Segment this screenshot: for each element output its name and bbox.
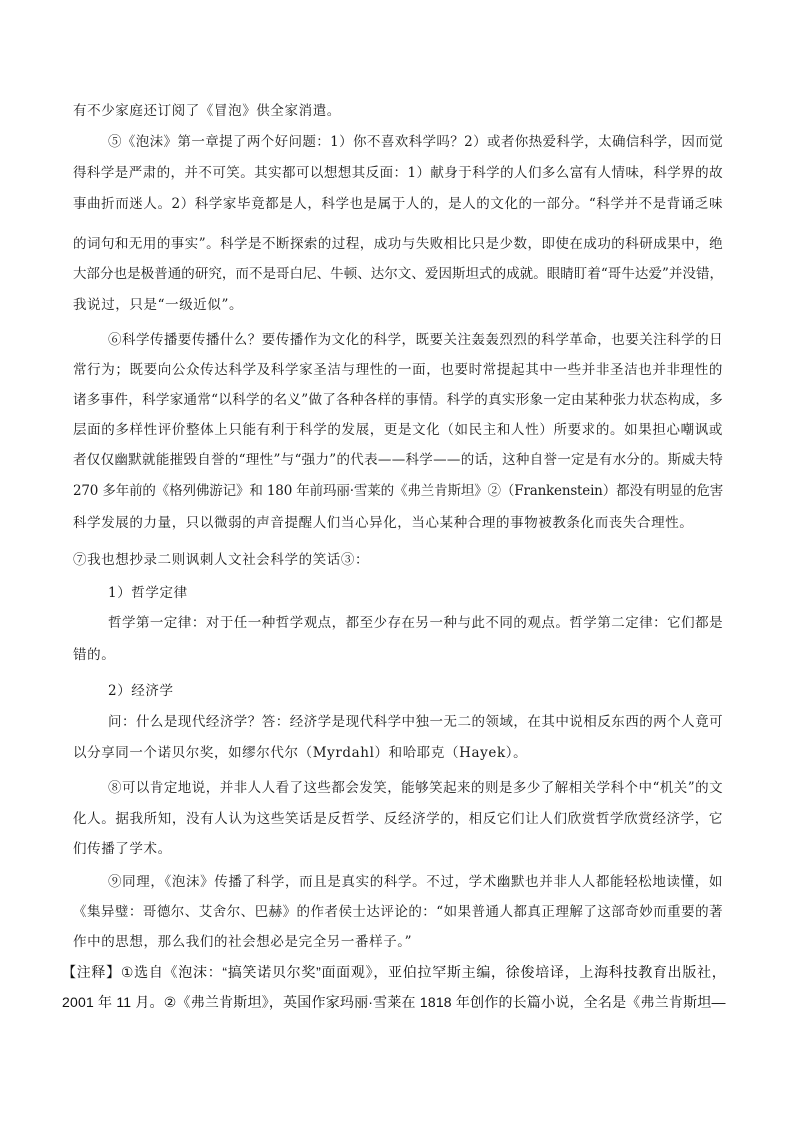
paragraph-6-line: 270 多年前的《格列佛游记》和 180 年前玛丽·雪莱的《弗兰肯斯坦》②（Frankenstein）都没有明显的危害 bbox=[73, 483, 723, 499]
paragraph-6-line: ⑦我也想抄录二则讽刺人文社会科学的笑话③： bbox=[73, 552, 370, 568]
footnote-line: 2001 年 11 月。②《弗兰肯斯坦》，英国作家玛丽·雪莱在 1818 年创作的长篇小说，全名是《弗兰肯斯坦— bbox=[62, 994, 726, 1010]
paragraph-6-line: 科学发展的力量，只以微弱的声音提醒人们当心异化，当心某种合理的事物被教条化而丧失合理性。 bbox=[73, 515, 694, 531]
paragraph-6-line: 诸多事件，科学家通常“以科学的名义”做了各种各样的事情。科学的真实形象一定由某种张力状态构成，多 bbox=[73, 392, 723, 408]
economics-line: 以分享同一个诺贝尔奖，如缪尔代尔（Myrdahl）和哈耶克（Hayek）。 bbox=[73, 745, 528, 761]
text-line: 有不少家庭还订阅了《冒泡》供全家消遣。 bbox=[73, 103, 341, 119]
paragraph-5-line: 事曲折而迷人。2）科学家毕竟都是人，科学也是属于人的，是人的文化的一部分。“科学并不是背诵乏味 bbox=[73, 196, 723, 212]
paragraph-6-line: 者仅仅幽默就能摧毁自誉的“理性”与“强力”的代表——科学——的话，这种自誉一定是有水分的。斯威夫特 bbox=[73, 452, 723, 468]
philosophy-line: 哲学第一定律：对于任一种哲学观点，都至少存在另一种与此不同的观点。哲学第二定律：它们都是 bbox=[108, 615, 723, 631]
paragraph-5-line: ⑤《泡沫》第一章提了两个好问题：1）你不喜欢科学吗？2）或者你热爱科学，太确信科学，因而觉 bbox=[108, 134, 723, 150]
footnote-line: 【注释】①选自《泡沫：“搞笑诺贝尔奖”面面观》，亚伯拉罕斯主编，徐俊培译，上海科技教育出版社， bbox=[62, 964, 726, 980]
subheading-philosophy: 1）哲学定律 bbox=[108, 585, 188, 601]
paragraph-8-line: 化人。据我所知，没有人认为这些笑话是反哲学、反经济学的，相反它们让人们欣赏哲学欣赏经济学，它 bbox=[73, 811, 723, 827]
paragraph-5-line: 我说过，只是“一级近似”。 bbox=[73, 297, 244, 313]
paragraph-9-line: 《集异璧：哥德尔、艾舍尔、巴赫》的作者侯士达评论的：“如果普通人都真正理解了这部奇妙而重要的著 bbox=[73, 904, 723, 920]
paragraph-6-line: 常行为；既要向公众传达科学及科学家圣洁与理性的一面，也要时常提起其中一些并非圣洁也并非理性的 bbox=[73, 362, 723, 378]
philosophy-line: 错的。 bbox=[73, 647, 116, 663]
paragraph-8-line: 们传播了学术。 bbox=[73, 841, 172, 857]
paragraph-5-line: 的词句和无用的事实”。科学是不断探索的过程，成功与失败相比只是少数，即使在成功的科研成果中，绝 bbox=[73, 236, 723, 252]
paragraph-6-line: 层面的多样性评价整体上只能有利于科学的发展，更是文化（如民主和人性）所要求的。如果担心嘲讽或 bbox=[73, 422, 723, 438]
paragraph-9-line: 作中的思想，那么我们的社会想必是完全另一番样子。” bbox=[73, 934, 413, 950]
subheading-economics: 2）经济学 bbox=[108, 683, 174, 699]
economics-line: 问：什么是现代经济学？答：经济学是现代科学中独一无二的领域，在其中说相反东西的两个人竟可 bbox=[108, 714, 723, 730]
paragraph-5-line: 得科学是严肃的，并不可笑。其实都可以想想其反面：1）献身于科学的人们多么富有人情味，科学界的故 bbox=[73, 165, 723, 181]
paragraph-5-line: 大部分也是极普通的研究，而不是哥白尼、牛顿、达尔文、爱因斯坦式的成就。眼睛盯着“哥牛达爱”并没错， bbox=[73, 266, 723, 282]
paragraph-8-line: ⑧可以肯定地说，并非人人看了这些都会发笑，能够笑起来的则是多少了解相关学科个中“机关”的文 bbox=[108, 780, 723, 796]
paragraph-6-line: ⑥科学传播要传播什么？要传播作为文化的科学，既要关注轰轰烈烈的科学革命，也要关注科学的日 bbox=[108, 332, 723, 348]
paragraph-9-line: ⑨同理，《泡沫》传播了科学，而且是真实的科学。不过，学术幽默也并非人人都能轻松地读懂，如 bbox=[108, 874, 723, 890]
